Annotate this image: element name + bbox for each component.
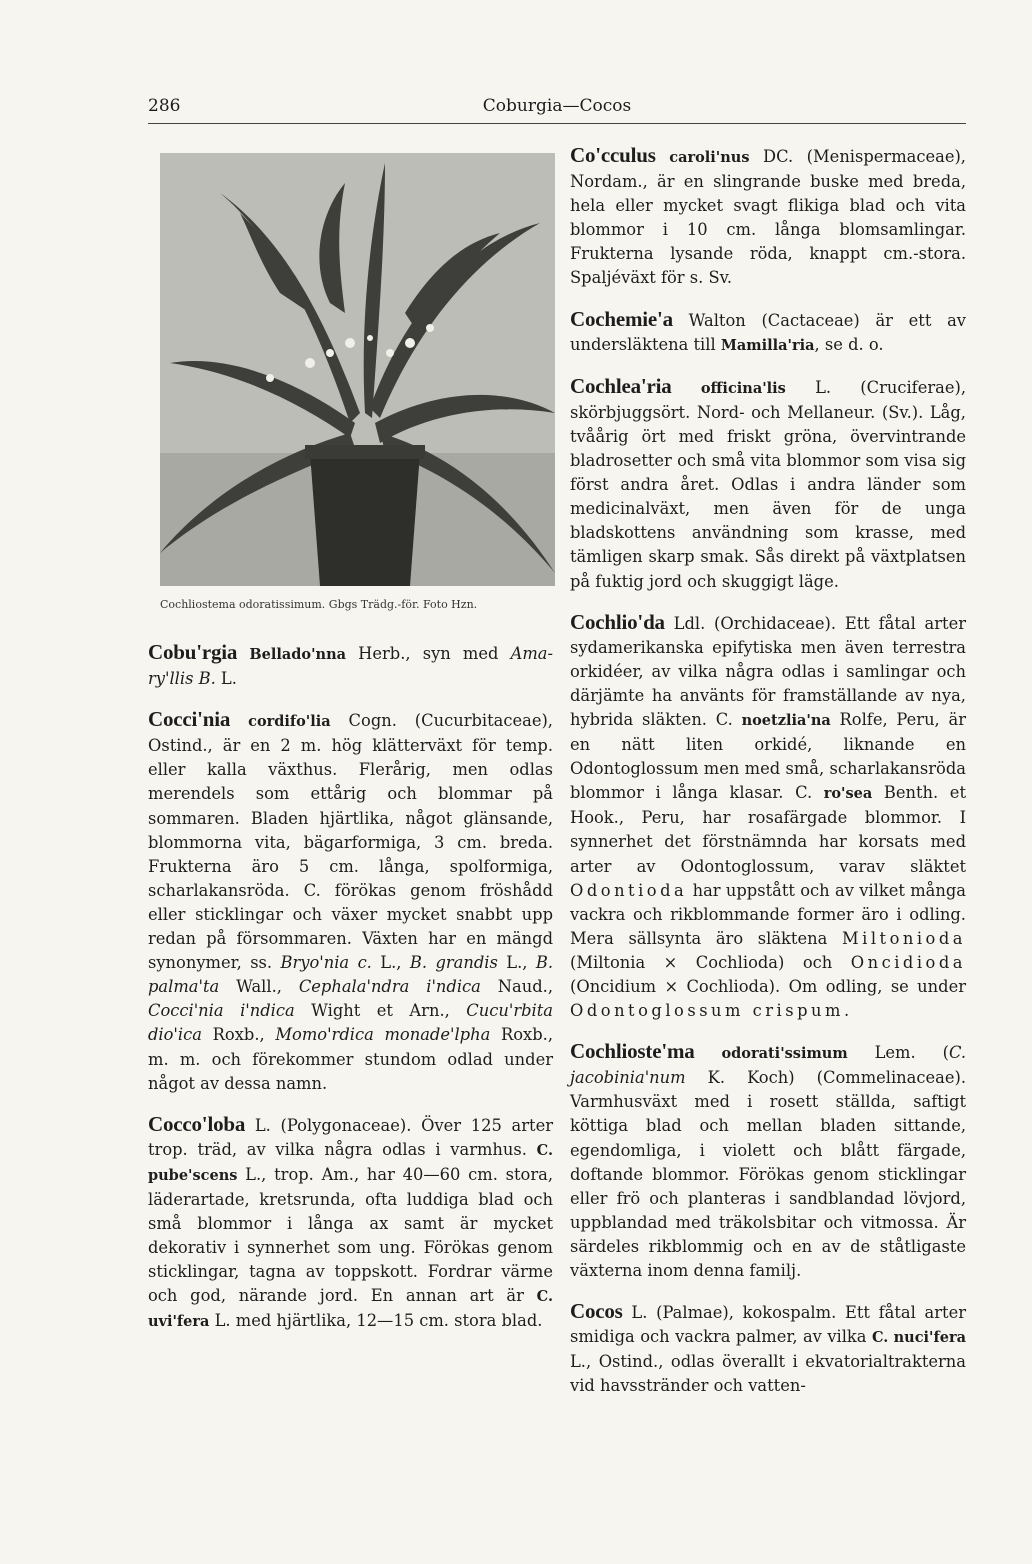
header-rule <box>148 123 966 124</box>
entry-text: L. <box>215 669 237 689</box>
headword: Co'cculus <box>570 143 656 167</box>
entry-cochemiea <box>570 307 966 358</box>
entry-cochlioda <box>570 610 966 1024</box>
entry-text: L., Ostind., odlas överallt i ekvatorialtrakterna vid havsstränder och vatten- <box>570 1352 966 1396</box>
entry-text: L., trop. Am., har 40—60 cm. stora, läderartade, kretsrunda, ofta luddiga blad och små blommor i långa ax samt är mycket dekorativ i synnerhet som ung. Förökas genom sticklingar, tagna av toppskott. Fordrar värme och god, närande jord. En annan art är <box>148 1164 553 1306</box>
plant-photo <box>160 153 555 586</box>
entry-text: K. Koch) (Commelinaceae). Varmhusväxt med i rosett ställda, saftigt köttiga blad och mellan bladen sittande, egendomliga, i violett och blått färgade, doftande blommor. Förökas genom sticklingar eller frö och planteras i sandblandad lövjord, uppblandad med träkolsbitar och vitmossa. Är särdeles rikblommig och en av de ståtligaste växterna inom denna familj. <box>570 1068 966 1281</box>
entry-text: (Oncidium × Cochlioda). Om odling, se under <box>570 977 966 996</box>
species-name: ro'sea <box>823 785 873 803</box>
species-name: Bellado'nna <box>249 646 347 663</box>
synonym: B. palma'ta <box>148 953 554 997</box>
entry-text: Wight et Arn., <box>294 1001 467 1021</box>
headword: Cocco'loba <box>148 1111 246 1136</box>
entry-text: DC. (Menispermaceae), Nordam., är en slingrande buske med breda, hela eller mycket svagt flikiga blad och vita blommor i 10 cm. långa blomsamlingar. Frukterna lysande röda, knappt cm.-stora. Spaljéväxt för s. Sv. <box>570 147 966 288</box>
species-name: C. pube'scens <box>148 1141 553 1184</box>
entry-text: L. (Polygonaceae). Över 125 arter trop. träd, av vilka några odlas i varmhus. <box>148 1115 553 1159</box>
spaced-genus: Oncidioda <box>850 952 966 972</box>
entry-text: Herb., syn med <box>346 644 511 663</box>
entry-text: har uppstått och av vilket många vackra och rikblommande former äro i odling. Mera sällsynta äro släktena <box>570 880 966 948</box>
entry-text: Wall., <box>219 977 299 997</box>
entry-text: Roxb., m. m. och förekommer stundom odlad under något av dessa namn. <box>148 1025 553 1093</box>
headword: Cochemie'a <box>570 306 673 331</box>
entry-coccoloba <box>148 1112 553 1335</box>
entry-text: Roxb., <box>201 1025 276 1045</box>
entry-text: Cogn. (Cucurbitaceae), Ostind., är en 2 m. hög klätterväxt för temp. eller kalla växthus. Flerårig, men odlas merendels som ettårig och blommar på sommaren. Bladen hjärtlika, något glänsande, blommorna vita, bägarformiga, 3 cm. breda. Frukterna äro 5 cm. långa, spolformiga, scharlakansröda. C. förökas genom fröshådd eller sticklingar och växer mycket snabbt upp redan på försommaren. Växten har en mängd synonymer, ss. <box>148 711 553 973</box>
cross-reference: Mamilla'ria <box>720 336 815 354</box>
plant-photo-illustration <box>160 153 555 586</box>
species-name: C. nuci'fera <box>871 1329 966 1347</box>
synonym: B. grandis <box>409 953 498 973</box>
entry-text: Ldl. (Orchidaceae). Ett fåtal arter sydamerikanska epifytiska men även terrestra orkidéer, av vilka några odlas i samlingar och därjämte ha använts för framställande av nya, hybrida släkten. C. <box>570 613 966 729</box>
entry-text: Rolfe, Peru, är en nätt liten orkidé, liknande en Odontoglossum men med små, scharlakansröda blommor i långa klasar. C. <box>570 709 966 803</box>
entry-text: L. (Cruciferae), skörbjuggsört. Nord- och Mellaneur. (Sv.). Låg, tvåårig ört med friskt gröna, övervintrande bladrosetter och små vita blommor som visa sig först andra året. Odlas i andra länder som medicinalväxt, men även för de unga bladskottens användning som krasse, med tämligen skarp smak. Sås direkt på växtplatsen på fuktig jord och skuggigt läge. <box>570 377 966 591</box>
species-name: noetzlia'na <box>741 711 831 729</box>
synonym: Bryo'nia c. <box>280 953 372 973</box>
entry-text: L. med hjärtlika, 12—15 cm. stora blad. <box>209 1311 543 1331</box>
headword: Cochlio'da <box>570 609 665 634</box>
page-number: 286 <box>148 96 181 116</box>
species-name: odorati'ssimum <box>721 1045 848 1063</box>
spaced-genus: Odontoglossum crispum <box>570 1001 844 1021</box>
entry-text: Benth. et Hook., Peru, har rosafärgade blommor. I synnerhet det förstnämnda har korsats med arter av Odontoglossum, varav släktet <box>570 783 966 876</box>
headword: Cochlea'ria <box>570 373 672 398</box>
entry-text: L. (Palmae), kokospalm. Ett fåtal arter smidiga och vackra palmer, av vilka <box>570 1303 966 1347</box>
entry-text: Naud., <box>480 977 553 997</box>
entry-text: (Miltonia × Cochlioda) och <box>570 952 851 972</box>
synonym: Ama-ry'llis B. <box>148 644 553 689</box>
species-name: cordifo'lia <box>248 713 331 731</box>
entry-cocculus <box>570 143 966 291</box>
entry-text: L., <box>497 953 536 973</box>
synonym: Cocci'nia i'ndica <box>148 1001 295 1021</box>
headword: Cocci'nia <box>148 707 231 732</box>
species-name: officina'lis <box>700 379 786 397</box>
headword: Cobu'rgia <box>148 640 238 664</box>
entry-text: L., <box>371 953 410 973</box>
right-column <box>570 143 966 1415</box>
entry-text: Lem. ( <box>847 1043 949 1063</box>
synonym: C. jacobinia'num <box>570 1043 966 1088</box>
entry-text: . <box>843 1001 850 1021</box>
species-name: caroli'nus <box>669 149 750 166</box>
spaced-genus: Odontioda <box>570 880 688 900</box>
species-name: C. uvi'fera <box>148 1288 553 1331</box>
synonym: Cephala'ndra i'ndica <box>298 977 481 997</box>
spaced-genus: Miltonioda <box>841 928 966 948</box>
entry-coccinia <box>148 707 553 1096</box>
entry-cochlearia <box>570 374 966 594</box>
figure-caption: Cochliostema odoratissimum. Gbgs Trädg.-för. Foto Hzn. <box>160 598 478 611</box>
entry-cocos <box>570 1299 966 1398</box>
page-header <box>148 96 966 122</box>
headword: Cochlioste'ma <box>570 1039 695 1064</box>
left-column <box>148 640 553 1351</box>
entry-text: Walton (Cactaceae) är ett av undersläktena till <box>570 310 966 354</box>
entry-coburgia <box>148 640 553 691</box>
running-title: Coburgia—Cocos <box>482 96 632 116</box>
synonym: Momo'rdica monade'lpha <box>275 1025 491 1045</box>
entry-text: , se d. o. <box>814 334 884 354</box>
headword: Cocos <box>570 1299 623 1324</box>
synonym: Cucu'rbita dio'ica <box>148 1001 553 1045</box>
entry-cochliostema <box>570 1039 966 1283</box>
